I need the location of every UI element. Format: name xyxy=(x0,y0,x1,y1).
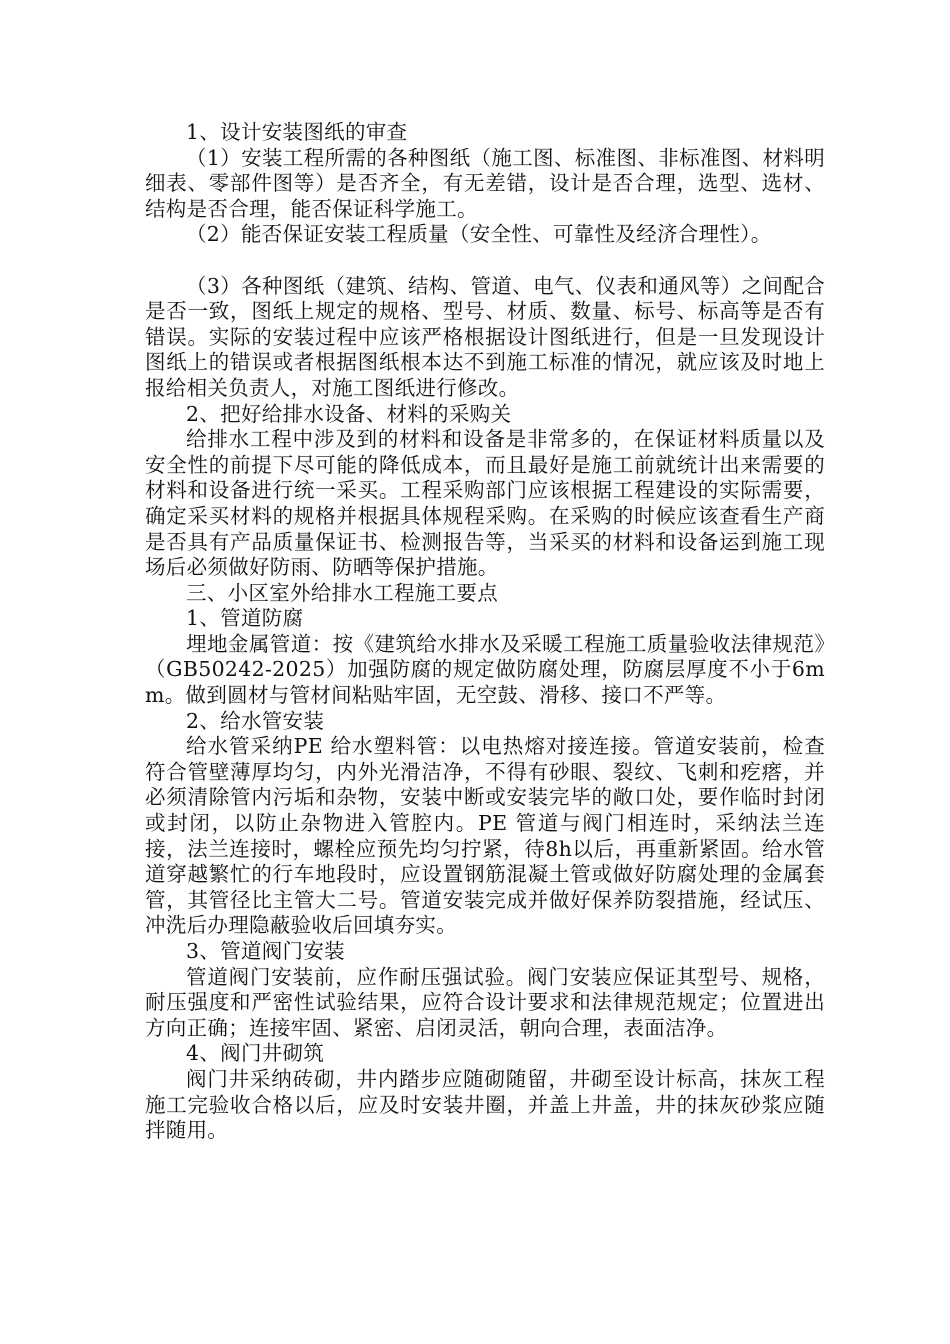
paragraph-water-pipe-install: 给水管采纳PE 给水塑料管：以电热熔对接连接。管道安装前，检查符合管壁薄厚均匀，内外光滑洁净，不得有砂眼、裂纹、飞刺和疙瘩，并必须清除管内污垢和杂物，安装中断或安装完毕的敞口处，要作临时封闭或封闭，以防止杂物进入管腔内。PE 管道与阀门相连时，采纳法兰连接，法兰连接时，螺栓应预先均匀拧紧，待8h以后，再重新紧固。给水管道穿越繁忙的行车地段时，应设置钢筋混凝土管或做好防腐处理的金属套管，其管径比主管大二号。管道安装完成并做好保养防裂措施，经试压、冲洗后办理隐蔽验收后回填夯实。 xyxy=(145,734,825,938)
paragraph-drawing-coordination: （3）各种图纸（建筑、结构、管道、电气、仪表和通风等）之间配合是否一致，图纸上规定的规格、型号、材质、数量、标号、标高等是否有错误。实际的安装过程中应该严格根据设计图纸进行，但是一旦发现设计图纸上的错误或者根据图纸根本达不到施工标准的情况，就应该及时地上报给相关负责人，对施工图纸进行修改。 xyxy=(145,273,825,400)
paragraph-pipe-anticorrosion: 埋地金属管道：按《建筑给水排水及采暖工程施工质量验收法律规范》（GB50242-2025）加强防腐的规定做防腐处理，防腐层厚度不小于6mm。做到圆材与管材间粘贴牢固，无空鼓、滑移、接口不严等。 xyxy=(145,631,825,708)
heading-section-three: 三、小区室外给排水工程施工要点 xyxy=(186,580,498,605)
heading-valve-well: 4、阀门井砌筑 xyxy=(186,1041,325,1066)
heading-valve-install: 3、管道阀门安装 xyxy=(186,939,345,963)
heading-procurement: 2、把好给排水设备、材料的采购关 xyxy=(186,401,512,426)
heading-pipe-anticorrosion: 1、管道防腐 xyxy=(186,606,304,631)
heading-water-pipe-install: 2、给水管安装 xyxy=(186,708,325,733)
paragraph-drawing-completeness: （1）安装工程所需的各种图纸（施工图、标准图、非标准图、材料明细表、零部件图等）是否齐全，有无差错，设计是否合理，选型、选材、结构是否合理，能否保证科学施工。 xyxy=(145,145,825,221)
paragraph-procurement: 给排水工程中涉及到的材料和设备是非常多的，在保证材料质量以及安全性的前提下尽可能的降低成本，而且最好是施工前就统计出来需要的材料和设备进行统一采买。工程采购部门应该根据工程建设的实际需要，确定采买材料的规格并根据具体规程采购。在采购的时候应该查看生产商是否具有产品质量保证书、检测报告等，当采买的材料和设备运到施工现场后必须做好防雨、防晒等保护措施。 xyxy=(145,427,825,580)
paragraph-valve-well: 阀门井采纳砖砌，井内踏步应随砌随留，井砌至设计标高，抹灰工程施工完验收合格以后，应及时安装井圈，并盖上井盖，井的抹灰砂浆应随拌随用。 xyxy=(145,1066,825,1143)
document-body xyxy=(145,120,825,1144)
paragraph-valve-install: 管道阀门安装前，应作耐压强试验。阀门安装应保证其型号、规格，耐压强度和严密性试验结果，应符合设计要求和法律规范规定；位置进出方向正确；连接牢固、紧密、启闭灵活，朝向合理，表面洁净。 xyxy=(145,964,825,1040)
paragraph-spacer xyxy=(145,248,825,274)
heading-drawing-review: 1、设计安装图纸的审查 xyxy=(186,120,408,144)
paragraph-quality-guarantee: （2）能否保证安装工程质量（安全性、可靠性及经济合理性）。 xyxy=(186,222,772,247)
